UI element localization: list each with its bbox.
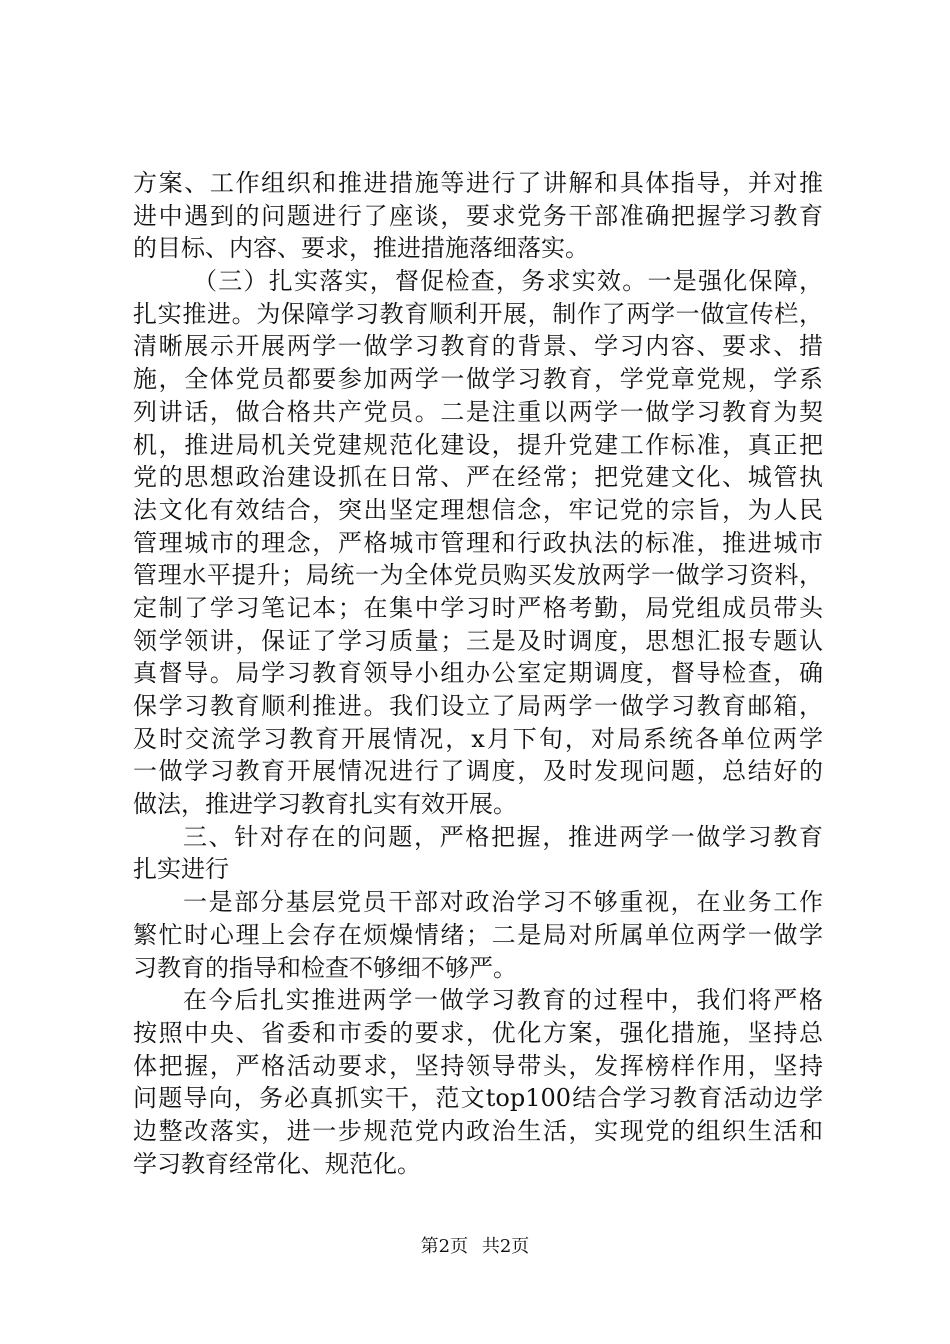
text-line: 法文化有效结合，突出坚定理想信念，牢记党的宗旨，为人民 bbox=[133, 495, 823, 524]
text-line: 做法，推进学习教育扎实有效开展。 bbox=[133, 790, 517, 819]
text-line: 及时交流学习教育开展情况，x月下旬，对局系统各单位两学 bbox=[133, 724, 823, 753]
text-line: 在今后扎实推进两学一做学习教育的过程中，我们将严格 bbox=[183, 986, 823, 1015]
document-body bbox=[133, 167, 823, 1180]
paragraph bbox=[133, 821, 823, 886]
text-line: 保学习教育顺利推进。我们设立了局两学一做学习教育邮箱， bbox=[133, 692, 823, 720]
text-line: 真督导。局学习教育领导小组办公室定期调度，督导检查，确 bbox=[133, 659, 823, 688]
page-number: 第2页 bbox=[420, 1236, 469, 1257]
text-line: 一是部分基层党员干部对政治学习不够重视，在业务工作 bbox=[183, 888, 823, 917]
text-line: 清晰展示开展两学一做学习教育的背景、学习内容、要求、措 bbox=[133, 332, 823, 361]
text-line: 问题导向，务必真抓实干，范文top100结合学习教育活动边学 bbox=[133, 1084, 823, 1113]
text-line: 按照中央、省委和市委的要求，优化方案，强化措施，坚持总 bbox=[133, 1018, 823, 1047]
text-line: 列讲话，做合格共产党员。二是注重以两学一做学习教育为契 bbox=[133, 397, 823, 426]
text-line: 党的思想政治建设抓在日常、严在经常；把党建文化、城管执 bbox=[133, 463, 823, 492]
text-line: 三、针对存在的问题，严格把握，推进两学一做学习教育 bbox=[183, 822, 823, 851]
page-total: 共2页 bbox=[481, 1236, 530, 1257]
text-line: 体把握，严格活动要求，坚持领导带头，发挥榜样作用，坚持 bbox=[133, 1051, 823, 1080]
text-line: 方案、工作组织和推进措施等进行了讲解和具体指导，并对推 bbox=[133, 169, 823, 197]
page-footer bbox=[0, 1236, 950, 1258]
text-line: 机，推进局机关党建规范化建设，提升党建工作标准，真正把 bbox=[133, 430, 823, 459]
text-line: 管理水平提升；局统一为全体党员购买发放两学一做学习资料， bbox=[133, 561, 823, 590]
paragraph bbox=[133, 167, 823, 265]
text-line: 领学领讲，保证了学习质量；三是及时调度，思想汇报专题认 bbox=[133, 626, 823, 655]
text-line: 定制了学习笔记本；在集中学习时严格考勤，局党组成员带头 bbox=[133, 593, 823, 622]
paragraph bbox=[133, 984, 823, 1180]
text-line: 扎实推进。为保障学习教育顺利开展，制作了两学一做宣传栏， bbox=[133, 299, 823, 328]
text-line: 一做学习教育开展情况进行了调度，及时发现问题，总结好的 bbox=[133, 757, 823, 786]
text-line: 管理城市的理念，严格城市管理和行政执法的标准，推进城市 bbox=[133, 528, 823, 557]
text-line: 学习教育经常化、规范化。 bbox=[133, 1149, 421, 1178]
paragraph bbox=[133, 265, 823, 821]
text-line: 施，全体党员都要参加两学一做学习教育，学党章党规，学系 bbox=[133, 365, 823, 394]
paragraph bbox=[133, 886, 823, 984]
text-line: （三）扎实落实，督促检查，务求实效。一是强化保障， bbox=[193, 267, 823, 296]
text-line: 扎实进行 bbox=[133, 855, 229, 884]
text-line: 繁忙时心理上会存在烦燥情绪；二是局对所属单位两学一做学 bbox=[133, 920, 823, 949]
text-line: 习教育的指导和检查不够细不够严。 bbox=[133, 953, 517, 982]
text-line: 的目标、内容、要求，推进措施落细落实。 bbox=[133, 234, 589, 263]
text-line: 边整改落实，进一步规范党内政治生活，实现党的组织生活和 bbox=[133, 1116, 823, 1145]
text-line: 进中遇到的问题进行了座谈，要求党务干部准确把握学习教育 bbox=[133, 201, 823, 230]
